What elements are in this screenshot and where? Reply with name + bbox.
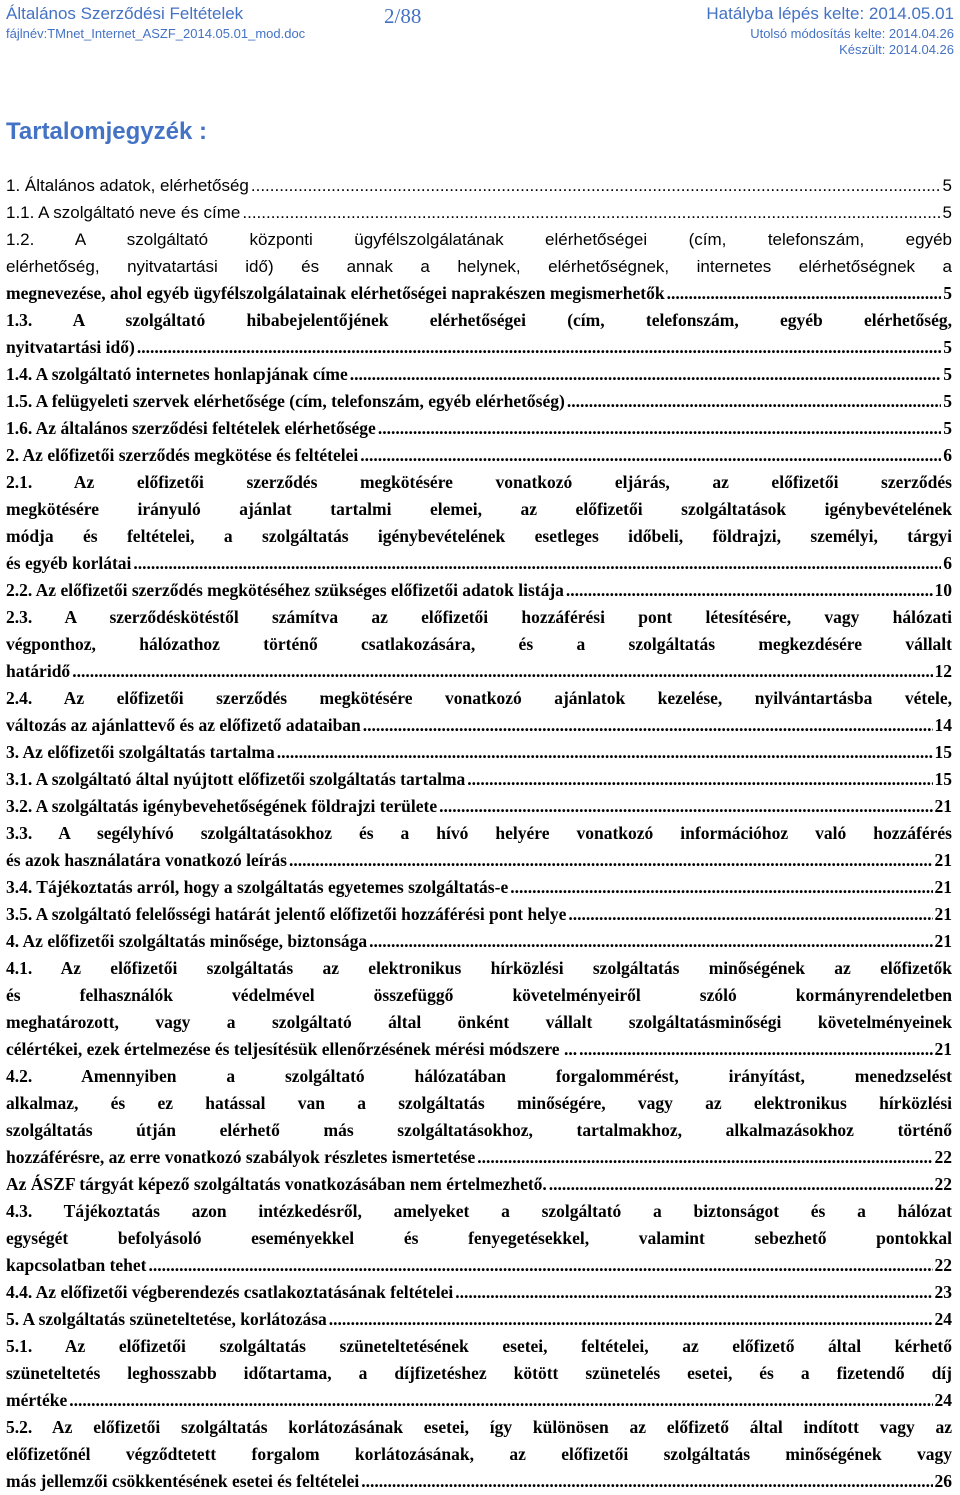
toc-entry[interactable] [6, 1414, 952, 1495]
toc-entry-title: és egyéb korlátai [6, 553, 132, 573]
toc-entry-line: 2.1. Az előfizetői szerződés megkötésére vonatkozó eljárás, az előfizetői szerződés [6, 472, 952, 492]
dot-leader [360, 442, 941, 469]
toc-entry-title: 1.4. A szolgáltató internetes honlapjának címe [6, 364, 348, 384]
dot-leader [510, 874, 932, 901]
dot-leader [329, 1306, 933, 1333]
toc-page-number: 5 [943, 391, 952, 411]
toc-entry[interactable] [6, 685, 952, 739]
toc-entry-line: elérhetőség, nyitvatartási idő) és annak a helynek, elérhetőségnek, internetes elérhetőségnek a [6, 257, 952, 276]
toc-entry[interactable] [6, 1063, 952, 1171]
toc-page-number: 21 [934, 877, 952, 897]
created-date: Készült: 2014.04.26 [839, 42, 954, 57]
toc-entry[interactable] [6, 1279, 952, 1306]
dot-leader [369, 928, 932, 955]
dot-leader [133, 550, 941, 577]
toc-page-number: 5 [942, 203, 952, 222]
toc-entry[interactable] [6, 928, 952, 955]
toc-page-number: 24 [934, 1309, 952, 1329]
toc-entry[interactable] [6, 739, 952, 766]
toc-entry[interactable] [6, 199, 952, 226]
toc-page-number: 6 [943, 445, 952, 465]
toc-entry[interactable] [6, 793, 952, 820]
toc-entry-line: 5.2. Az előfizetői szolgáltatás korlátozásának esetei, így különösen az előfizető által indított vagy az [6, 1417, 952, 1437]
toc-page-number: 14 [934, 715, 952, 735]
dot-leader [579, 1036, 932, 1063]
toc-entry-title: célértékei, ezek értelmezése és teljesítésük ellenőrzésének mérési módszere ... [6, 1039, 578, 1059]
toc-entry-title: 3.2. A szolgáltatás igénybevehetőségének földrajzi területe [6, 796, 438, 816]
toc-entry[interactable] [6, 577, 952, 604]
toc-entry-title: változás az ajánlattevő és az előfizető adataiban [6, 715, 361, 735]
toc-entry-line: szolgáltatás útján elérhető más szolgáltatásokhoz, tartalmakhoz, alkalmazásokhoz történő [6, 1120, 952, 1140]
toc-entry-title: 1.6. Az általános szerződési feltételek elérhetősége [6, 418, 376, 438]
toc-entry-title: más jellemzői csökkentésének esetei és feltételei [6, 1471, 360, 1491]
toc-entry-title: hozzáférésre, az erre vonatkozó szabályok részletes ismertetése [6, 1147, 476, 1167]
toc-page-number: 21 [934, 850, 952, 870]
toc-entry[interactable] [6, 307, 952, 361]
toc-entry-line: meghatározott, vagy a szolgáltató által önként vállalt szolgáltatásminőségi követelményeinek [6, 1012, 952, 1032]
toc-entry[interactable] [6, 1171, 952, 1198]
toc-page-number: 22 [934, 1174, 952, 1194]
last-modified: Utolsó módosítás kelte: 2014.04.26 [750, 26, 954, 41]
toc-entry[interactable] [6, 172, 952, 199]
toc-entry-line: 3.3. A segélyhívó szolgáltatásokhoz és a hívó helyére vonatkozó információhoz való hozzáférés [6, 823, 952, 843]
toc-entry-line: és felhasználók védelmével összefüggő követelményeiről szóló kormányrendeletben [6, 985, 952, 1005]
dot-leader [549, 1171, 933, 1198]
toc-page-number: 12 [934, 661, 952, 681]
toc-page-number: 22 [934, 1147, 952, 1167]
toc-entry-title: 1.1. A szolgáltató neve és címe [6, 203, 241, 222]
dot-leader [137, 334, 941, 361]
toc-entry[interactable] [6, 1333, 952, 1414]
toc-entry-line: 1.2. A szolgáltató központi ügyfélszolgálatának elérhetőségei (cím, telefonszám, egyéb [6, 230, 952, 249]
toc-entry-line: 1.3. A szolgáltató hibabejelentőjének elérhetőségei (cím, telefonszám, egyéb elérhetőség, [6, 310, 952, 330]
toc-entry[interactable] [6, 604, 952, 685]
effective-date: Hatályba lépés kelte: 2014.05.01 [706, 4, 954, 23]
toc-entry-title: 1.5. A felügyeleti szervek elérhetősége (cím, telefonszám, egyéb elérhetőség) [6, 391, 565, 411]
toc-entry[interactable] [6, 874, 952, 901]
table-of-contents [6, 172, 952, 1495]
toc-title: Tartalomjegyzék : [6, 118, 207, 145]
toc-entry[interactable] [6, 1198, 952, 1279]
toc-entry[interactable] [6, 361, 952, 388]
toc-page-number: 5 [943, 418, 952, 438]
toc-page-number: 22 [934, 1255, 952, 1275]
toc-entry-title: 3.1. A szolgáltató által nyújtott előfizetői szolgáltatás tartalma [6, 769, 466, 789]
page-header [0, 0, 960, 60]
dot-leader [361, 1468, 932, 1495]
toc-entry-title: megnevezése, ahol egyéb ügyfélszolgálatainak elérhetőségei naprakészen megismerhetők [6, 283, 665, 303]
toc-entry-line: 2.3. A szerződéskötéstől számítva az előfizetői hozzáférési pont létesítésére, vagy hálózati [6, 607, 952, 627]
toc-page-number: 5 [943, 364, 952, 384]
toc-entry[interactable] [6, 766, 952, 793]
toc-entry-title: 3.5. A szolgáltató felelősségi határát jelentő előfizetői hozzáférési pont helye [6, 904, 567, 924]
dot-leader [455, 1279, 932, 1306]
toc-entry[interactable] [6, 388, 952, 415]
toc-entry-line: szüneteltetés leghosszabb időtartama, a díjfizetéshez kötött szünetelés esetei, és a fizetendő díj [6, 1363, 952, 1383]
toc-entry-title: 4.4. Az előfizetői végberendezés csatlakoztatásának feltételei [6, 1282, 454, 1302]
toc-entry-line: megkötésére irányuló ajánlat tartalmi elemei, az előfizetői szolgáltatások igénybevételének [6, 499, 952, 519]
toc-entry[interactable] [6, 469, 952, 577]
toc-entry-title: 5. A szolgáltatás szüneteltetése, korlátozása [6, 1309, 327, 1329]
toc-entry-line: egységét befolyásoló eseményekkel és fenyegetésekkel, valamint sebezhető pontokkal [6, 1228, 952, 1248]
dot-leader [277, 739, 933, 766]
toc-page-number: 10 [934, 580, 952, 600]
dot-leader [363, 712, 933, 739]
toc-page-number: 15 [934, 742, 952, 762]
toc-entry-title: 4. Az előfizetői szolgáltatás minősége, biztonsága [6, 931, 368, 951]
document-title: Általános Szerződési Feltételek [6, 4, 244, 23]
toc-entry-title: nyitvatartási idő) [6, 337, 135, 357]
toc-entry[interactable] [6, 820, 952, 874]
toc-entry[interactable] [6, 955, 952, 1063]
dot-leader [149, 1252, 933, 1279]
toc-entry-title: 3.4. Tájékoztatás arról, hogy a szolgáltatás egyetemes szolgáltatás-e [6, 877, 509, 897]
toc-page-number: 26 [934, 1471, 952, 1491]
toc-entry-title: mértéke [6, 1390, 68, 1410]
toc-entry-line: végponthoz, hálózathoz történő csatlakozására, és a szolgáltatás megkezdésére vállalt [6, 634, 952, 654]
dot-leader [242, 199, 940, 226]
dot-leader [667, 280, 942, 307]
toc-entry-line: 4.2. Amennyiben a szolgáltató hálózatában forgalommérést, irányítást, menedzselést [6, 1066, 952, 1086]
toc-entry[interactable] [6, 415, 952, 442]
dot-leader [378, 415, 941, 442]
toc-entry-line: 4.3. Tájékoztatás azon intézkedésről, amelyeket a szolgáltató a biztonságot és a hálózat [6, 1201, 952, 1221]
toc-entry-line: 5.1. Az előfizetői szolgáltatás szüneteltetésének esetei, feltételei, az előfizető által kérhető [6, 1336, 952, 1356]
toc-page-number: 23 [934, 1282, 952, 1302]
toc-page-number: 24 [934, 1390, 952, 1410]
toc-page-number: 6 [943, 553, 952, 573]
dot-leader [567, 388, 941, 415]
toc-page-number: 21 [934, 931, 952, 951]
toc-entry-line: 2.4. Az előfizetői szerződés megkötésére vonatkozó ajánlatok kezelése, nyilvántartásba vétele, [6, 688, 952, 708]
dot-leader [69, 1387, 932, 1414]
toc-entry[interactable] [6, 442, 952, 469]
toc-page-number: 21 [934, 904, 952, 924]
toc-entry-title: 1. Általános adatok, elérhetőség [6, 176, 249, 195]
toc-entry-title: kapcsolatban tehet [6, 1255, 147, 1275]
dot-leader [467, 766, 932, 793]
toc-entry-line: módja és feltételei, a szolgáltatás igénybevételének esetleges időbeli, földrajzi, személyi, tárgyi [6, 526, 952, 546]
toc-entry-title: határidő [6, 661, 71, 681]
toc-page-number: 21 [934, 796, 952, 816]
file-name: fájlnév:TMnet_Internet_ASZF_2014.05.01_mod.doc [6, 26, 306, 41]
toc-page-number: 21 [934, 1039, 952, 1059]
toc-entry[interactable] [6, 1306, 952, 1333]
dot-leader [477, 1144, 932, 1171]
toc-entry-title: és azok használatára vonatkozó leírás [6, 850, 287, 870]
page-number: 2/88 [384, 4, 422, 28]
dot-leader [566, 577, 933, 604]
toc-page-number: 5 [943, 337, 952, 357]
toc-page-number: 5 [943, 283, 952, 303]
dot-leader [72, 658, 932, 685]
toc-entry-title: 3. Az előfizetői szolgáltatás tartalma [6, 742, 275, 762]
dot-leader [439, 793, 932, 820]
toc-entry-line: 4.1. Az előfizetői szolgáltatás az elektronikus hírközlési szolgáltatás minőségének az előfizetők [6, 958, 952, 978]
toc-entry-line: előfizetőnél végződtetett forgalom korlátozásának, az előfizetői szolgáltatás minőségének vagy [6, 1444, 952, 1464]
toc-entry-title: Az ÁSZF tárgyát képező szolgáltatás vonatkozásában nem értelmezhető. [6, 1174, 547, 1194]
toc-entry[interactable] [6, 226, 952, 307]
toc-page-number: 15 [934, 769, 952, 789]
dot-leader [289, 847, 933, 874]
dot-leader [251, 172, 941, 199]
toc-entry[interactable] [6, 901, 952, 928]
dot-leader [568, 901, 932, 928]
toc-entry-title: 2. Az előfizetői szerződés megkötése és feltételei [6, 445, 359, 465]
toc-page-number: 5 [942, 176, 952, 195]
dot-leader [350, 361, 942, 388]
toc-entry-title: 2.2. Az előfizetői szerződés megkötéséhez szükséges előfizetői adatok listája [6, 580, 564, 600]
toc-entry-line: alkalmaz, és ez hatással van a szolgáltatás minőségére, vagy az elektronikus hírközlési [6, 1093, 952, 1113]
